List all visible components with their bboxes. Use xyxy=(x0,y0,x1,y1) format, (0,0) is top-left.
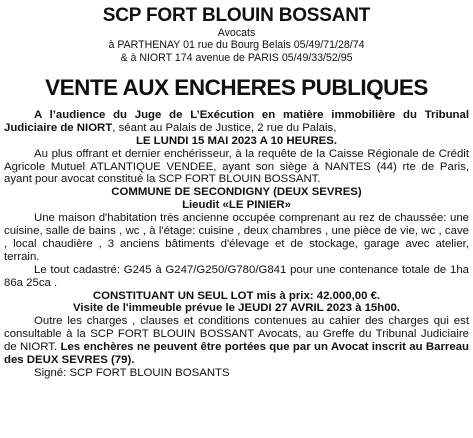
signature: Signé: SCP FORT BLOUIN BOSANTS xyxy=(34,367,230,380)
firm-name: SCP FORT BLOUIN BOSSANT xyxy=(102,5,371,26)
visit-date: Visite de l'immeuble prévue le JEUDI 27 AVRIL 2023 à 15h00. xyxy=(72,302,401,315)
hearing-court: A l’audience du Juge de L’Exécution en matière immobilière du Tribunal Judiciaire de NIORT xyxy=(4,108,469,134)
hearing-venue: , séant au Palais de Justice, 2 rue du Palais, xyxy=(112,121,337,134)
firm-role: Avocats xyxy=(217,27,256,39)
conditions-paragraph xyxy=(4,315,469,367)
lieudit-heading: Lieudit «LE PINIER» xyxy=(182,199,291,212)
firm-address-parthenay: à PARTHENAY 01 rue du Bourg Belais 05/49/71/28/74 xyxy=(108,39,365,52)
conditions-text: Outre les charges , clauses et conditions contenues au cahier des charges qui est consultable à la SCP FORT BLOUIN BOSSANT Avocats, au Greffe du Tribunal Judiciaire de NIORT. xyxy=(4,315,469,354)
commune-heading: COMMUNE DE SECONDIGNY (DEUX SEVRES) xyxy=(111,186,362,199)
cadastre-paragraph: Le tout cadastré: G245 à G247/G250/G780/G841 pour une contenance totale de 1ha 86a 25ca . xyxy=(4,263,469,289)
property-description: Une maison d'habitation très ancienne occupée comprenant au rez de chaussée: une cuisine, salle de bains , wc , à l'étage: cuisine , deux chambres , une pièce de vie, wc , cave , local chaudière , 3 anciens bâtiments d'élevage et de stockage, garage avec atelier, terrain. xyxy=(4,212,469,263)
hearing-date: LE LUNDI 15 MAI 2023 A 10 HEURES. xyxy=(135,134,338,147)
lot-price: CONSTITUANT UN SEUL LOT mis à prix: 42.000,00 €. xyxy=(92,289,381,302)
creditor-paragraph: Au plus offrant et dernier enchérisseur, à la requête de la Caisse Régionale de Crédit Agricole Mutuel ATLANTIQUE VENDEE, ayant son siège à NANTES (44) rte de Paris, ayant pour avocat constitué la SCP FORT BLOUIN BOSSANT. xyxy=(4,147,469,186)
hearing-paragraph xyxy=(4,109,469,135)
bar-restriction: Les enchères ne peuvent être portées que par un Avocat inscrit au Barreau des DEUX SEVRES (79). xyxy=(4,341,469,367)
firm-address-niort: & à NIORT 174 avenue de PARIS 05/49/33/52/95 xyxy=(120,51,353,64)
notice-headline: VENTE AUX ENCHERES PUBLIQUES xyxy=(45,74,428,100)
